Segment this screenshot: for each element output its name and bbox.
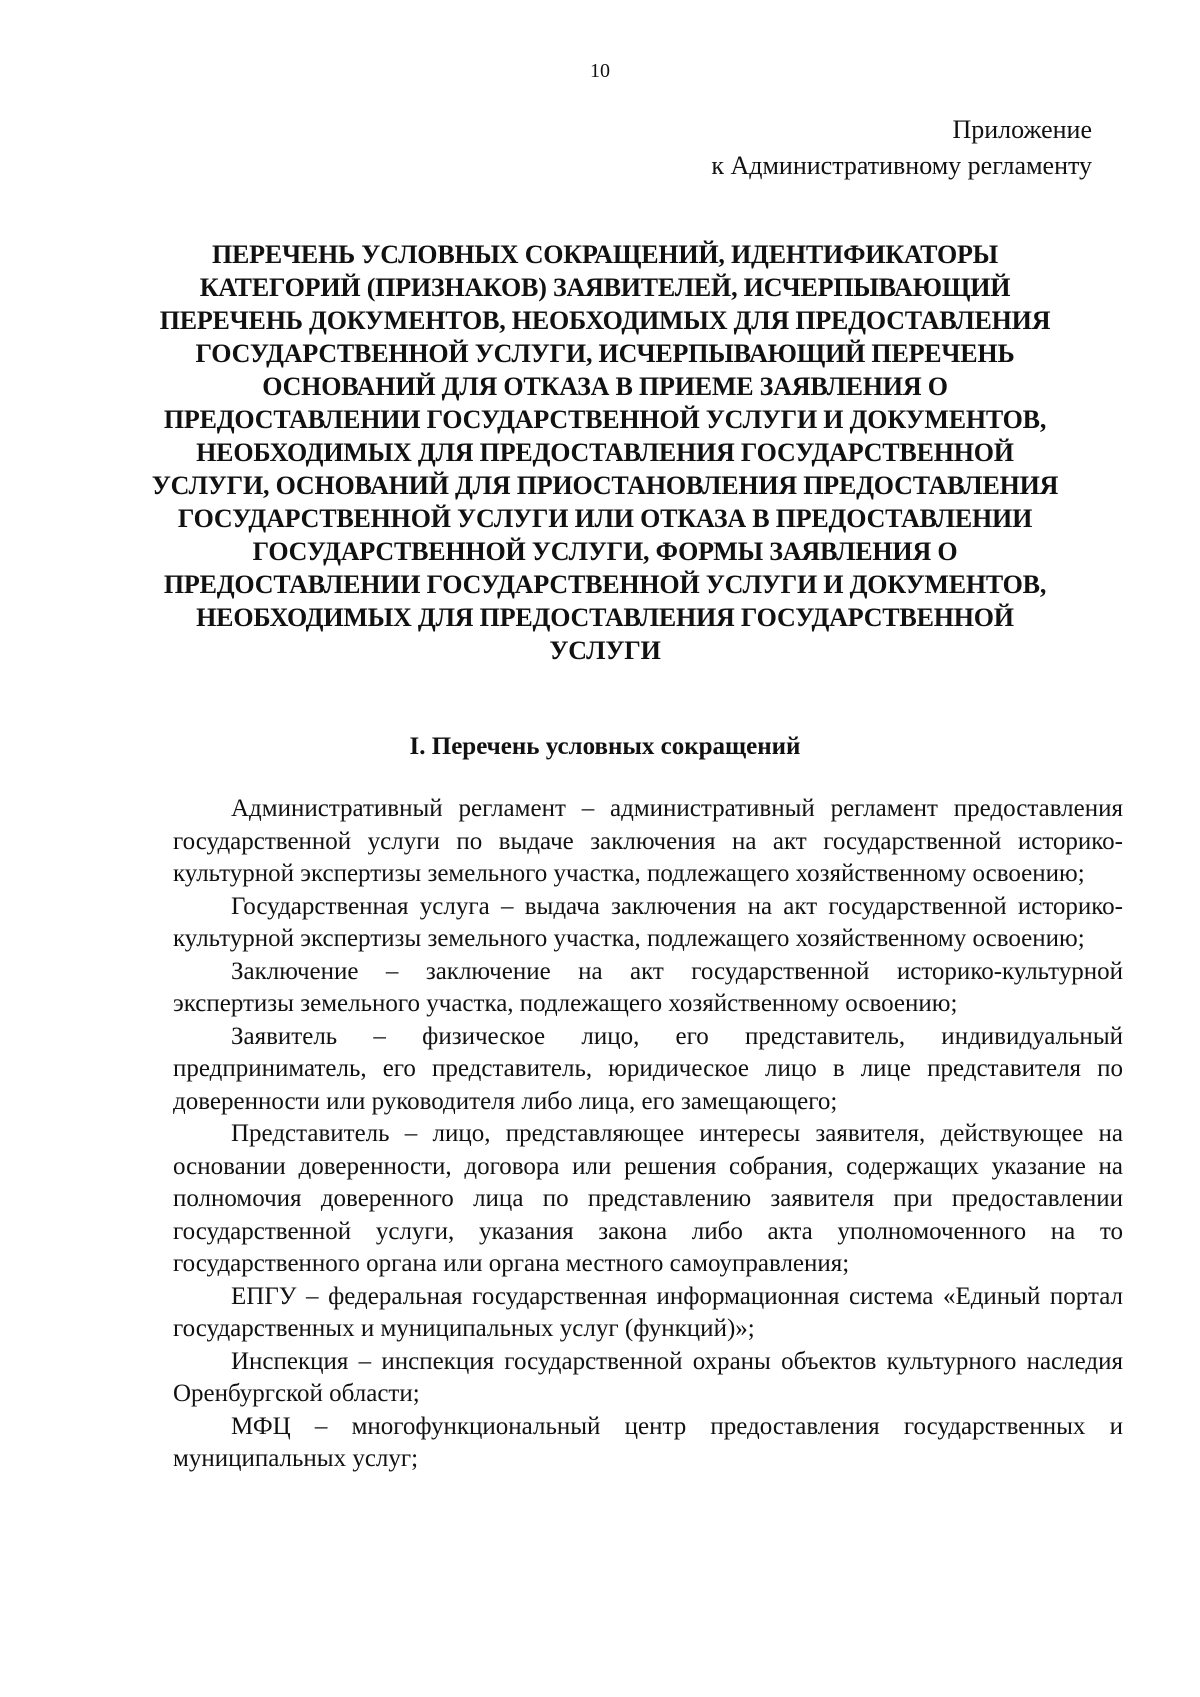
title-line: ГОСУДАРСТВЕННОЙ УСЛУГИ, ФОРМЫ ЗАЯВЛЕНИЯ О bbox=[252, 537, 958, 566]
document-title bbox=[150, 238, 1060, 667]
definitions-list bbox=[173, 793, 1123, 1476]
title-line: КАТЕГОРИЙ (ПРИЗНАКОВ) ЗАЯВИТЕЛЕЙ, ИСЧЕРПЫВАЮЩИЙ bbox=[199, 273, 1011, 302]
title-line: ПРЕДОСТАВЛЕНИИ ГОСУДАРСТВЕННОЙ УСЛУГИ И ДОКУМЕНТОВ, bbox=[163, 570, 1047, 599]
title-line: ПЕРЕЧЕНЬ ДОКУМЕНТОВ, НЕОБХОДИМЫХ ДЛЯ ПРЕДОСТАВЛЕНИЯ bbox=[159, 306, 1051, 335]
definition-paragraph: ЕПГУ – федеральная государственная информационная система «Единый портал государственных и муниципальных услуг (функций)»; bbox=[173, 1282, 1123, 1342]
title-line: УСЛУГИ, ОСНОВАНИЙ ДЛЯ ПРИОСТАНОВЛЕНИЯ ПРЕДОСТАВЛЕНИЯ bbox=[151, 471, 1059, 500]
page-number: 10 bbox=[590, 60, 610, 82]
section-heading: I. Перечень условных сокращений bbox=[409, 733, 801, 760]
definition-paragraph: Заключение – заключение на акт государственной историко-культурной экспертизы земельного участка, подлежащего хозяйственному освоению; bbox=[173, 957, 1123, 1017]
definition-paragraph: МФЦ – многофункциональный центр предоставления государственных и муниципальных услуг; bbox=[173, 1412, 1123, 1472]
title-line: НЕОБХОДИМЫХ ДЛЯ ПРЕДОСТАВЛЕНИЯ ГОСУДАРСТВЕННОЙ bbox=[196, 603, 1014, 632]
definition-paragraph: Административный регламент – административный регламент предоставления государственной услуги по выдаче заключения на акт государственной историко-культурной экспертизы земельного участка, подлежащего хозяйственному освоению; bbox=[173, 795, 1123, 887]
title-line: ПЕРЕЧЕНЬ УСЛОВНЫХ СОКРАЩЕНИЙ, ИДЕНТИФИКАТОРЫ bbox=[211, 240, 999, 269]
title-line: УСЛУГИ bbox=[549, 636, 661, 665]
definition-paragraph: Инспекция – инспекция государственной охраны объектов культурного наследия Оренбургской области; bbox=[173, 1347, 1123, 1407]
title-line: НЕОБХОДИМЫХ ДЛЯ ПРЕДОСТАВЛЕНИЯ ГОСУДАРСТВЕННОЙ bbox=[196, 438, 1014, 467]
appendix-note bbox=[711, 112, 1092, 184]
appendix-line: к Административному регламенту bbox=[711, 151, 1092, 180]
title-line: ГОСУДАРСТВЕННОЙ УСЛУГИ ИЛИ ОТКАЗА В ПРЕДОСТАВЛЕНИИ bbox=[177, 504, 1033, 533]
appendix-line: Приложение bbox=[952, 115, 1092, 144]
title-line: ОСНОВАНИЙ ДЛЯ ОТКАЗА В ПРИЕМЕ ЗАЯВЛЕНИЯ О bbox=[262, 372, 948, 401]
title-line: ПРЕДОСТАВЛЕНИИ ГОСУДАРСТВЕННОЙ УСЛУГИ И ДОКУМЕНТОВ, bbox=[163, 405, 1047, 434]
definition-paragraph: Заявитель – физическое лицо, его представитель, индивидуальный предприниматель, его представитель, юридическое лицо в лице представителя по доверенности или руководителя либо лица, его замещающего; bbox=[173, 1022, 1123, 1115]
definition-paragraph: Государственная услуга – выдача заключения на акт государственной историко-культурной экспертизы земельного участка, подлежащего хозяйственному освоению; bbox=[173, 892, 1123, 952]
title-line: ГОСУДАРСТВЕННОЙ УСЛУГИ, ИСЧЕРПЫВАЮЩИЙ ПЕРЕЧЕНЬ bbox=[195, 339, 1015, 368]
definition-paragraph: Представитель – лицо, представляющее интересы заявителя, действующее на основании доверенности, договора или решения собрания, содержащих указание на полномочия доверенного лица по представлению заявителя при предоставлении государственной услуги, указания закона либо акта уполномоченного на то государственного органа или органа местного самоуправления; bbox=[173, 1120, 1123, 1277]
